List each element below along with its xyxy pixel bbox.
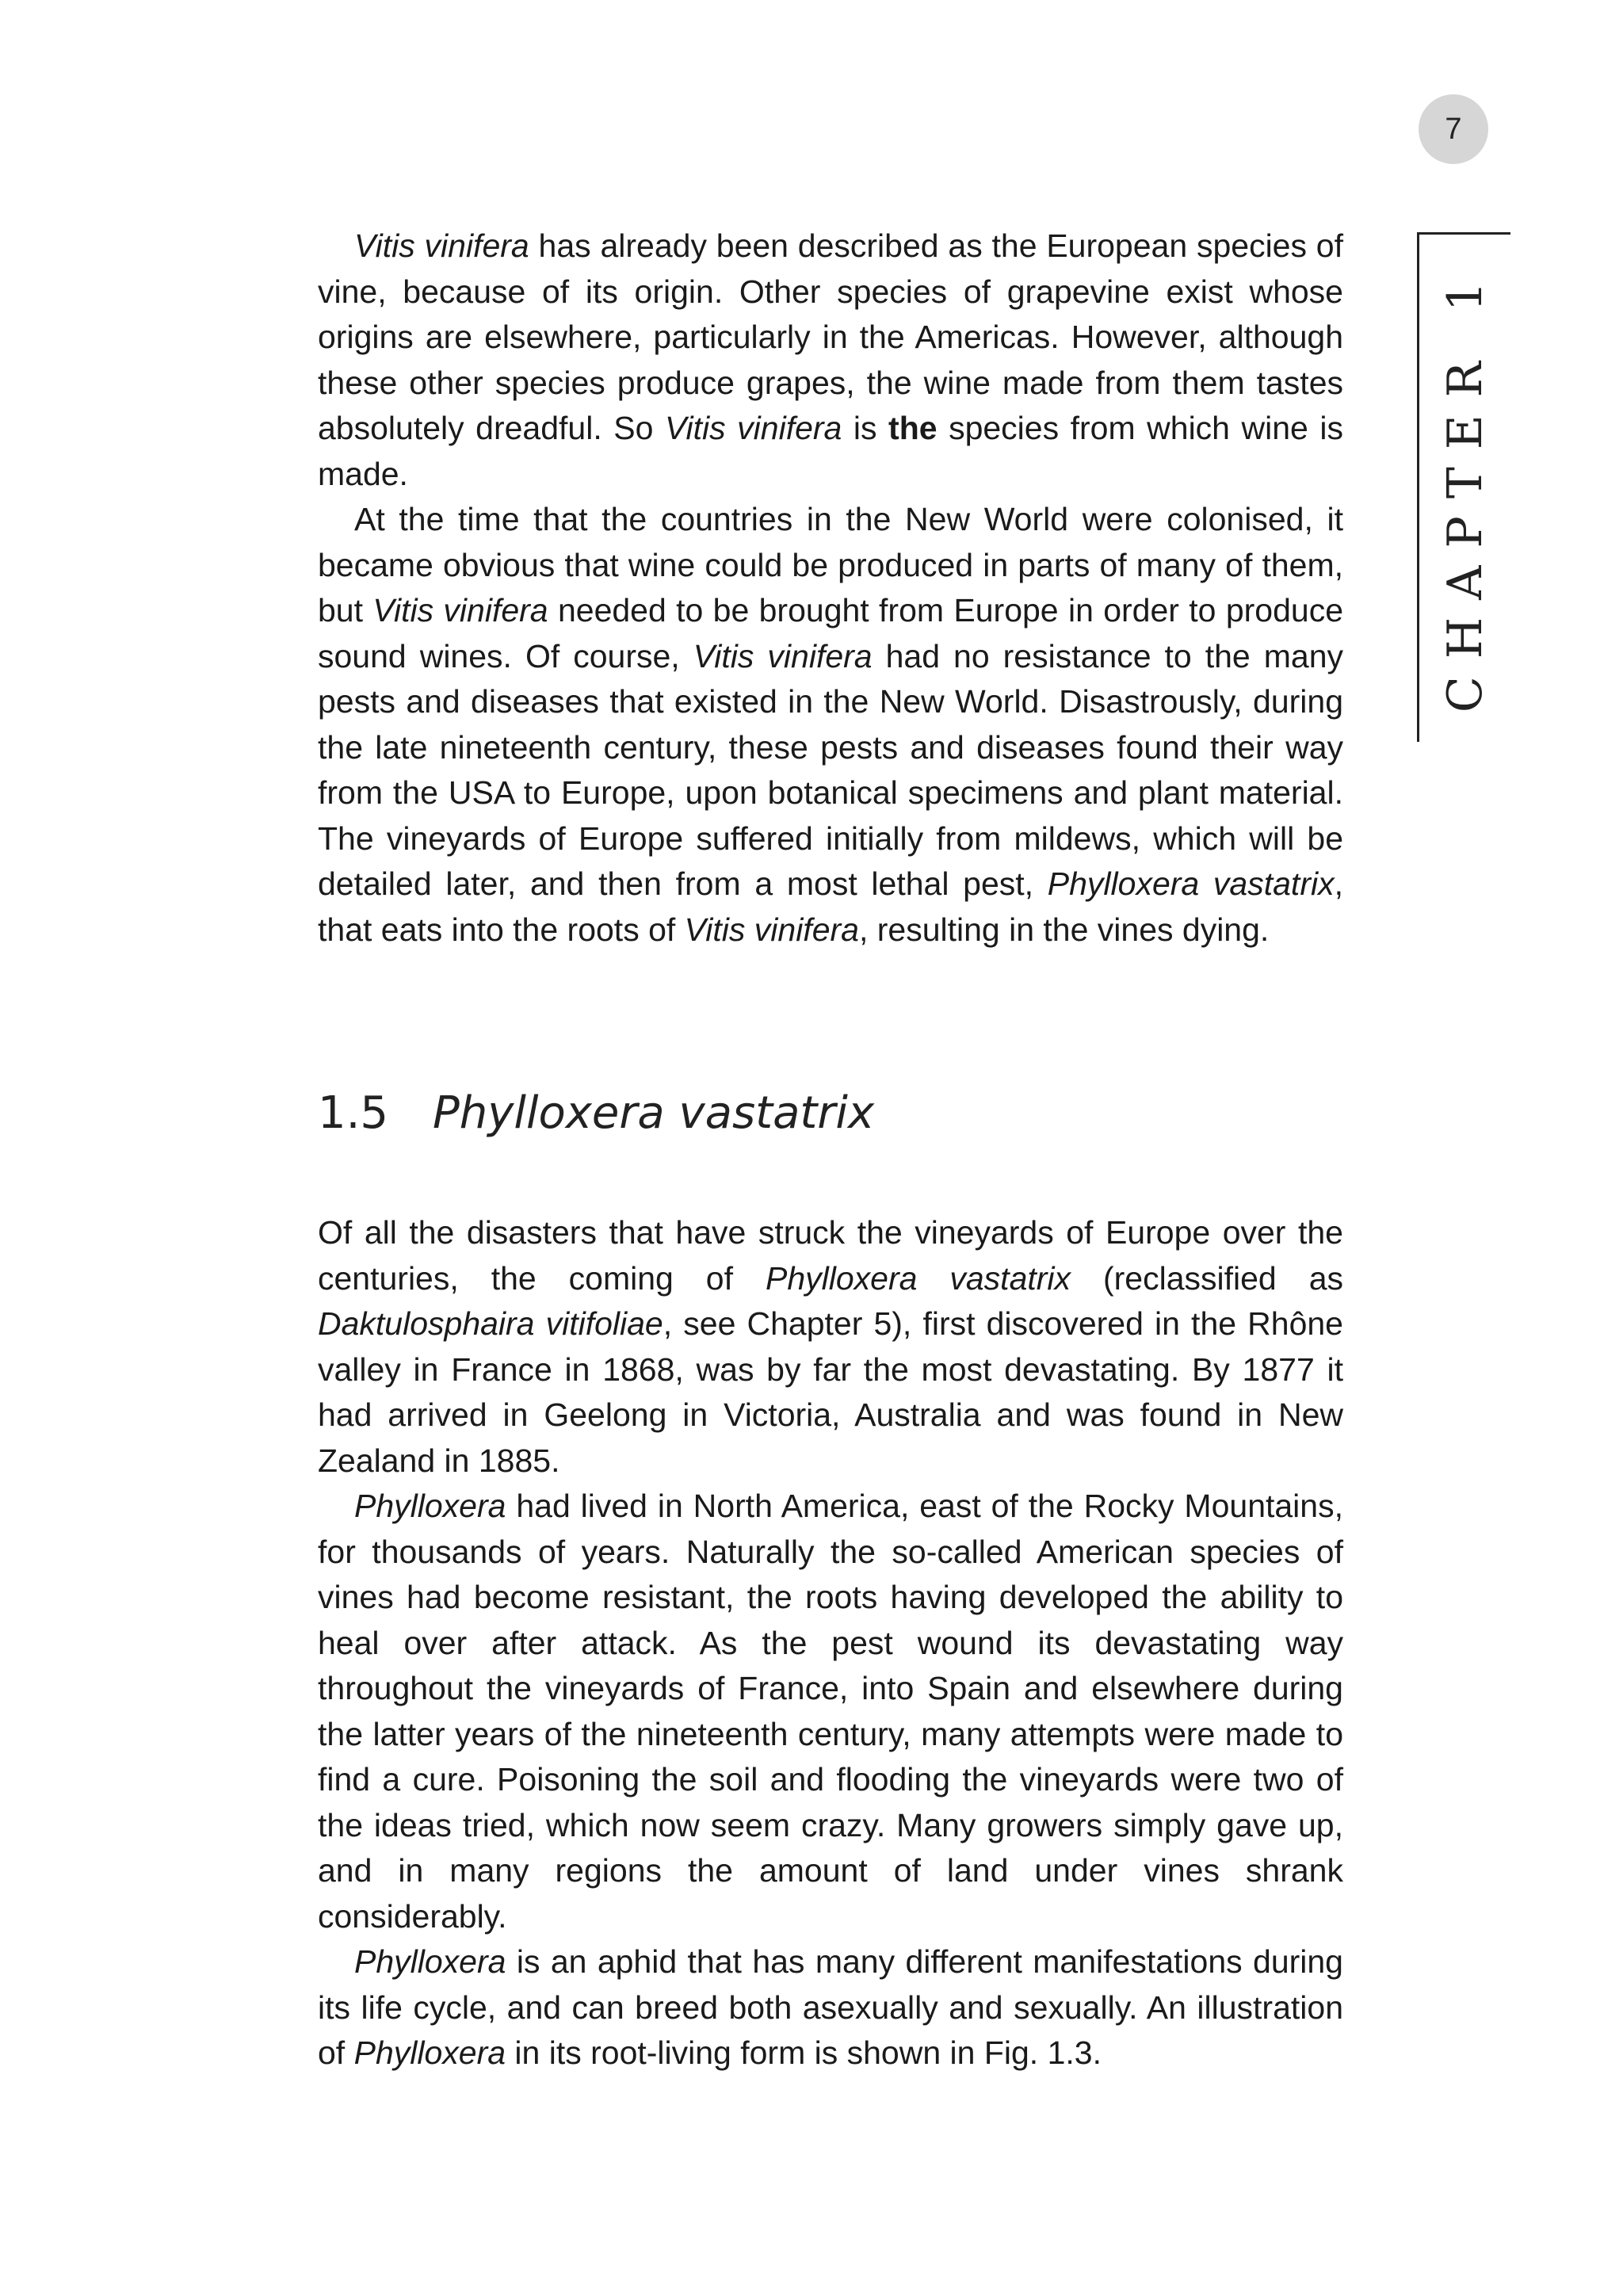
paragraph-4: Phylloxera had lived in North America, east of the Rocky Mountains, for thousands of years. Naturally the so-called American species of vines had become resistant, the roots having developed the ability to heal over after attack. As the pest wound its devastating way throughout the vineyards of France, into Spain and elsewhere during the latter years of the nineteenth century, many attempts were made to find a cure. Poisoning the soil and flooding the vineyards were two of the ideas tried, which now seem crazy. Many growers simply gave up, and in many regions the amount of land under vines shrank considerably. [318,1488,1343,1935]
chapter-label: CHAPTER 1 [1437,263,1493,713]
page-number: 7 [1419,94,1488,164]
paragraph-5: Phylloxera is an aphid that has many different manifestations during its life cycle, and can breed both asexually and sexually. An illustration of Phylloxera in its root-living form is shown in Fig. 1.3. [318,1943,1343,2071]
section-heading [318,1087,874,1139]
paragraph-2: At the time that the countries in the New World were colonised, it became obvious that wine could be produced in parts of many of them, but Vitis vinifera needed to be brought from Europe in order to produce sound wines. Of course, Vitis vinifera had no resistance to the many pests and diseases that existed in the New World. Disastrously, during the late nineteenth century, these pests and diseases found their way from the USA to Europe, upon botanical specimens and plant material. The vineyards of Europe suffered initially from mildews, which will be detailed later, and then from a most lethal pest, Phylloxera vastatrix, that eats into the roots of Vitis vinifera, resulting in the vines dying. [318,501,1344,948]
body-text-bottom [318,1210,1343,2076]
body-text-top [318,223,1343,953]
paragraph-1: Vitis vinifera has already been described as the European species of vine, because of its origin. Other species of grapevine exist whose origins are elsewhere, particularly in the Americas. However, although these other species produce grapes, the wine made from them tastes absolutely dreadful. So Vitis vinifera is the species from which wine is made. [318,227,1343,492]
chapter-tab [1417,232,1510,742]
section-number: 1.5 [318,1087,389,1139]
paragraph-3: Of all the disasters that have struck the vineyards of Europe over the centuries, the coming of Phylloxera vastatrix (reclassified as Daktulosphaira vitifoliae, see Chapter 5), first discovered in the Rhône valley in France in 1868, was by far the most devastating. By 1877 it had arrived in Geelong in Victoria, Australia and was found in New Zealand in 1885. [318,1214,1343,1479]
section-title: Phylloxera vastatrix [433,1087,875,1139]
